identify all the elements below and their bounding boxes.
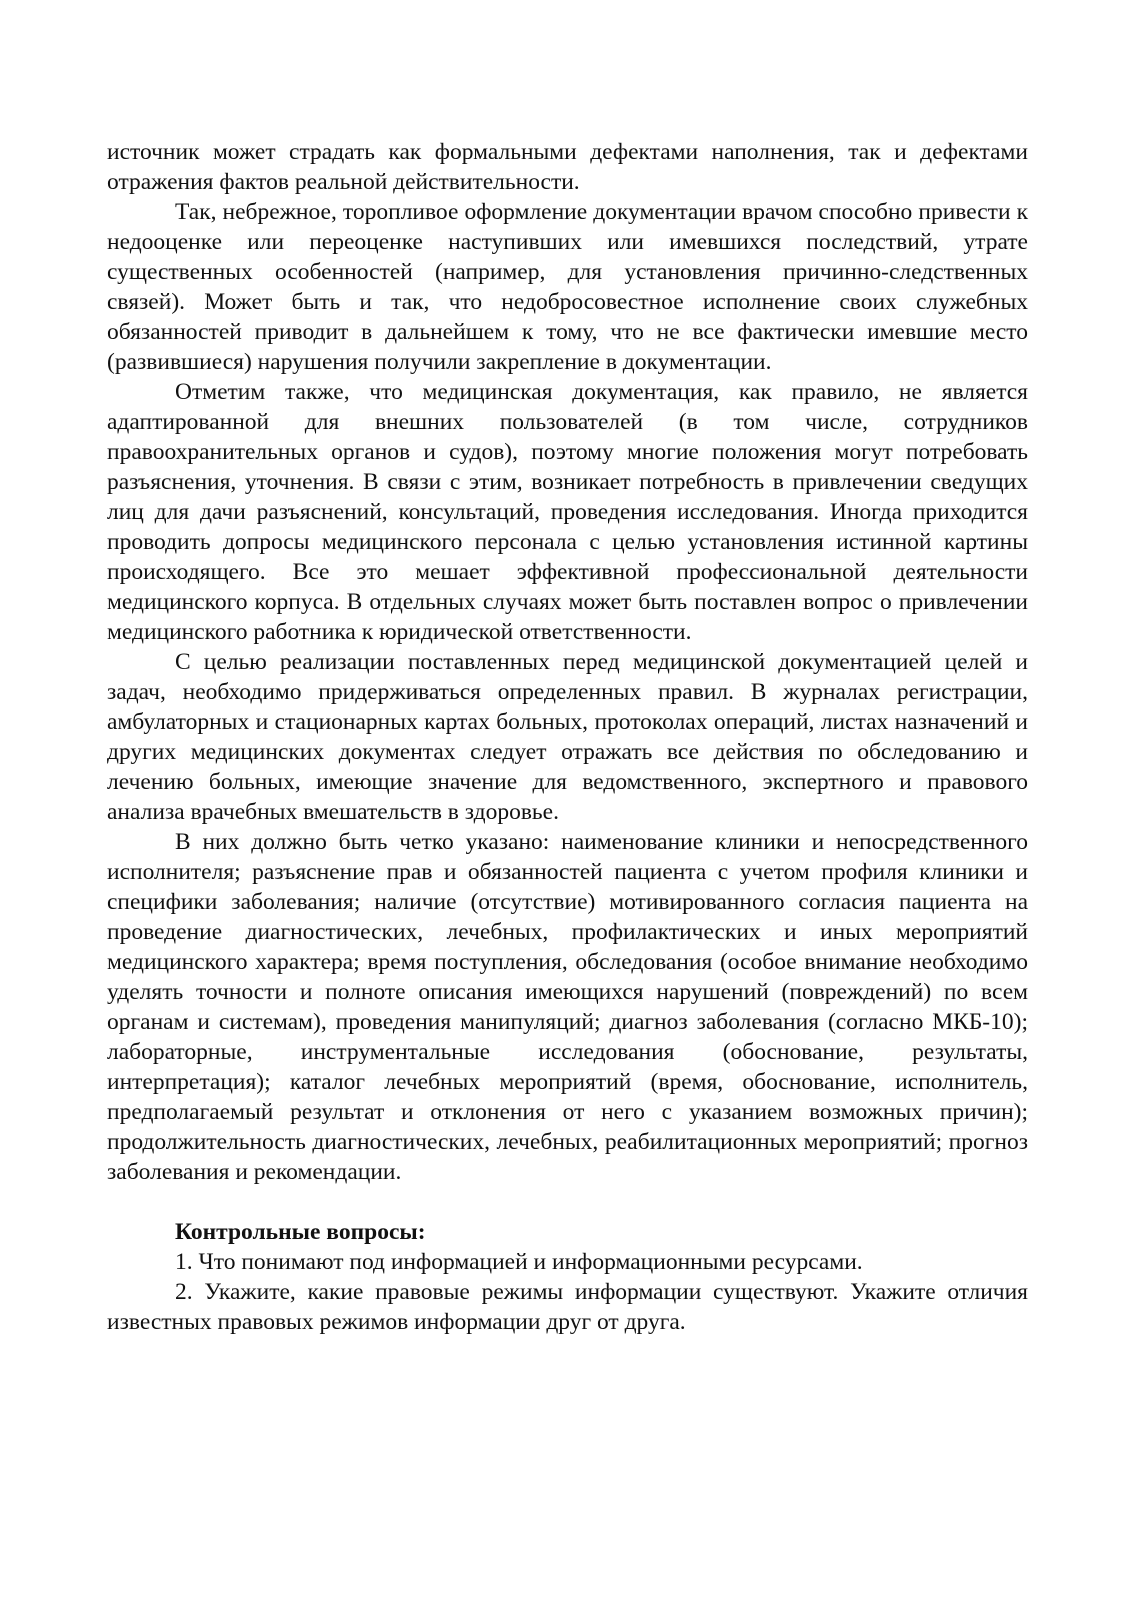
paragraph-documentation-errors: Так, небрежное, торопливое оформление документации врачом способно привести к недооценке или переоценке наступивших или имевшихся последствий, утрате существенных особенностей (например, для установления причинно-следственных связей). Может быть и так, что недобросовестное исполнение своих служебных обязанностей приводит в дальнейшем к тому, что не все фактически имевшие место (развившиеся) нарушения получили закрепление в документации. — [107, 199, 1028, 375]
control-question-2: 2. Укажите, какие правовые режимы информации существуют. Укажите отличия известных правовых режимов информации друг от друга. — [107, 1279, 1028, 1335]
paragraph-required-contents: В них должно быть четко указано: наименование клиники и непосредственного исполнителя; разъяснение прав и обязанностей пациента с учетом профиля клиники и специфики заболевания; наличие (отсутствие) мотивированного согласия пациента на проведение диагностических, лечебных, профилактических и иных мероприятий медицинского характера; время поступления, обследования (особое внимание необходимо уделять точности и полноте описания имеющихся нарушений (повреждений) по всем органам и системам), проведения манипуляций; диагноз заболевания (согласно МКБ-10); лабораторные, инструментальные исследования (обоснование, результаты, интерпретация); каталог лечебных мероприятий (время, обоснование, исполнитель, предполагаемый результат и отклонения от него с указанием возможных причин); продолжительность диагностических, лечебных, реабилитационных мероприятий; прогноз заболевания и рекомендации. — [107, 829, 1028, 1185]
control-questions-heading: Контрольные вопросы: — [175, 1219, 426, 1245]
paragraph-rules: С целью реализации поставленных перед медицинской документацией целей и задач, необходимо придерживаться определенных правил. В журналах регистрации, амбулаторных и стационарных картах больных, протоколах операций, листах назначений и других медицинских документах следует отражать все действия по обследованию и лечению больных, имеющие значение для ведомственного, экспертного и правового анализа врачебных вмешательств в здоровье. — [107, 649, 1028, 825]
document-page — [107, 137, 1028, 1337]
paragraph-external-users: Отметим также, что медицинская документация, как правило, не является адаптированной для внешних пользователей (в том числе, сотрудников правоохранительных органов и судов), поэтому многие положения могут потребовать разъяснения, уточнения. В связи с этим, возникает потребность в привлечении сведущих лиц для дачи разъяснений, консультаций, проведения исследования. Иногда приходится проводить допросы медицинского персонала с целью установления истинной картины происходящего. Все это мешает эффективной профессиональной деятельности медицинского корпуса. В отдельных случаях может быть поставлен вопрос о привлечении медицинского работника к юридической ответственности. — [107, 379, 1028, 645]
control-question-1: 1. Что понимают под информацией и информационными ресурсами. — [175, 1249, 863, 1275]
paragraph-continuation: источник может страдать как формальными дефектами наполнения, так и дефектами отражения фактов реальной действительности. — [107, 139, 1028, 195]
